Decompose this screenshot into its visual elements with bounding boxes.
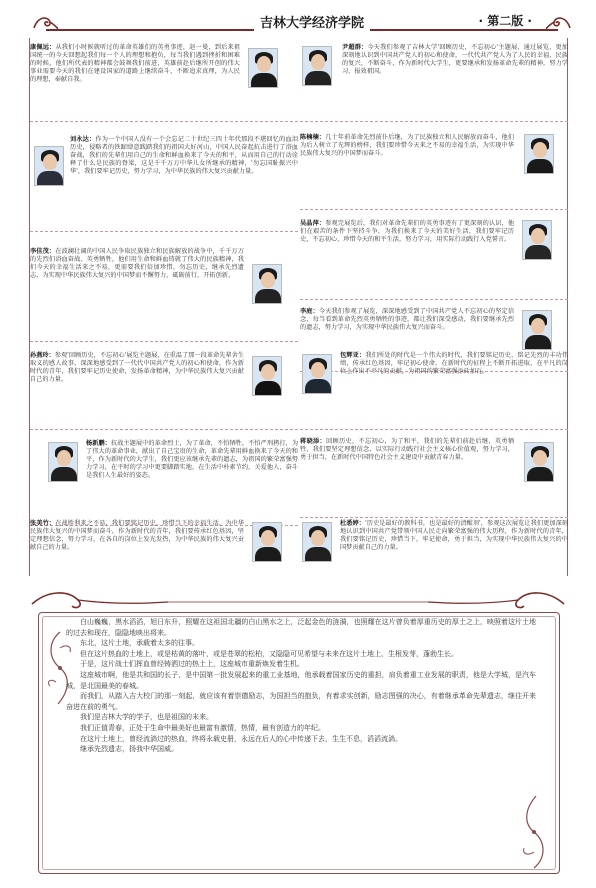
- entry-text: 今天我们参观了吉林大学'回顾历史，不忘初心'主题展，通过展览，更加深刻地认识到中国共产党人的初心和使命，一代代共产党人为了人民的幸福，民族的复兴，不断奋斗，作为新时代大学生，更要继承和发扬革命先辈的精神，努力学习，报效祖国。: [342, 44, 568, 76]
- reflection-entry: [30, 436, 298, 526]
- poem-paragraph: 在这片土地上，曾经流淌过的热血，终将永载史册，永远在后人的心中传递下去，生生不息，滔滔流淌。: [80, 734, 402, 743]
- avatar: [252, 522, 282, 562]
- entry-author: 李庭：: [300, 308, 319, 315]
- entry-text: 今天我们参观了展览，深深地感受到了中国共产党人不忘初心的坚定信念，每当看到革命先烈英勇牺牲的事迹，都让我们深受感动，我们要继承先烈的遗志，努力学习，为实现中华民族伟大复兴而奋斗。: [300, 308, 515, 332]
- avatar: [252, 264, 282, 304]
- entry-text: 抗战主题展中的革命烈士，为了革命，不怕牺牲，不怕严刑拷打，为了伟大的革命事业，献出了自己宝贵的生命，革命先辈用鲜血换来了今天的和平，作为新时代的大学生，我们更应该继承先辈的遗志，为祖国的繁荣富强努力学习，在平时的学习中更要脚踏实地，在生活中朴素节约，关爱他人，奋斗是我们人生最好的姿态。: [86, 440, 299, 480]
- entry-text: 在波澜壮阔的中国人民争取民族独立和民族解放的战争中，千千万万的先烈们浴血奋战、英勇牺牲，他们用生命和鲜血铸就了伟大的民族精神，我们今天的幸福生活来之不易，更需要我们倍加珍惜，勿忘历史，继承先烈遗志，为实现中华民族伟大复兴的中国梦而不懈努力，砥砺前行，开拓创新。: [30, 248, 245, 280]
- entry-author: 陈楠楠：: [300, 134, 326, 141]
- reflection-entry: [30, 38, 298, 122]
- entry-author: 吴晶萍：: [300, 220, 326, 227]
- floral-flourish-icon: [514, 792, 554, 872]
- poem-paragraph: 继承先烈遗志，扬我中华国威。: [80, 745, 178, 754]
- entry-author: 杜悉婷：: [340, 520, 365, 527]
- ornamental-swirl-icon: [546, 14, 572, 32]
- edition-label: · 第二版 ·: [475, 12, 536, 29]
- entry-author: 孙燕玲：: [30, 352, 55, 359]
- entry-text: 在战胜利来之不易，我们要铭记历史，珍惜当下的幸福生活，为中华民族伟大复兴的中国梦而奋斗，作为新时代的青年，我们要传承红色基因，坚定理想信念，努力学习，在各自的岗位上发光发热，为中华民族的伟大复兴贡献自己的力量。: [30, 520, 245, 552]
- entry-text: 几十年前革命先烈前仆后继，为了民族独立和人民解放而奋斗，他们为后人树立了光辉的榜样，我们要珍惜今天来之不易的幸福生活，为实现中华民族伟大复兴的中国梦而奋斗。: [300, 134, 515, 158]
- poem-paragraph: 于是，这片战士们挥血曾经铸洒过的热土上，这座城市重新焕发着生机。: [80, 660, 304, 669]
- entry-text: 参观完展览后，我们对革命先辈们的英勇事迹有了更深刻的认识，他们在艰苦的条件下坚持斗争，为我们换来了今天的美好生活，我们要牢记历史，不忘初心，珍惜今天的和平生活，努力学习，用实际行动践行入党誓言。: [300, 220, 515, 244]
- entry-author: 蒋晓添：: [300, 438, 326, 445]
- reflection-entry: [300, 434, 568, 518]
- reflection-entry: [300, 126, 568, 210]
- reflection-entry: [30, 242, 298, 342]
- avatar: [302, 46, 332, 86]
- entry-text: '历史是最好的教科书，也是最好的清醒剂'，参观这次展览让我们更加深刻地认识到中国共产党带领中国人民走向繁荣富强的伟大历程，作为新时代的青年，我们要铭记历史，珍惜当下，牢记使命，勇于担当，为实现中华民族伟大复兴的中国梦贡献自己的力量。: [340, 520, 568, 552]
- avatar: [524, 442, 554, 482]
- entry-text: 回顾历史，不忘初心，为了和平，我们的先辈们前赴后继，英勇牺牲，我们要坚定理想信念，以实际行动践行社会主义核心价值观，努力学习，勇于担当，在新时代中国特色社会主义建设中贡献青春力量。: [300, 438, 515, 462]
- entry-text: 从我们小时候就听过的革命英雄们的英勇事迹，赵一曼，到后来祖国统一的今天回想起我们每一个人的理想和抱负，每当我们遇到挫折和困难的时候，他们所代表的精神都会鼓舞我们前进，英雄前赴后继所开创的伟大事业需要今天的我们在建设国家的道路上继续奋斗，不断追求真理，为人民的理想，奉献自我。: [30, 44, 241, 84]
- entry-text: 我们所处的时代是一个伟大的时代，我们要铭记历史，铭记先烈的丰功伟绩，传承红色基因，牢记初心使命，在新时代的征程上不断开拓进取，在平凡的岗位上作出不平凡的贡献，为祖国的繁荣富强添砖加瓦。: [340, 352, 569, 376]
- entry-author: 尹超群：: [342, 44, 368, 51]
- poem-paragraph: 东北，这片土地，承载着太多的往事。: [80, 639, 199, 648]
- entry-author: 张美竹：: [30, 520, 56, 527]
- poem-paragraph: 我们是吉林大学的学子，也是祖国的未来。: [80, 713, 213, 722]
- avatar: [522, 310, 552, 350]
- poem-paragraph: 我们正值青春，正处于生命中最美好也最富有激情，热情，最有创造力的年纪。: [80, 723, 325, 732]
- poem-paragraph: 白山巍巍，黑水滔滔，旭日东升，照耀在这祖国北疆的白山黑水之上，泛起金色的涟漪，也照耀在这片曾负着厚重历史的厚土之上，映照着这片土地的过去和现在，隐隐地映出将来。: [66, 618, 536, 637]
- entry-author: 包辉亚：: [340, 352, 366, 359]
- avatar: [34, 146, 64, 186]
- entry-author: 刘永达：: [70, 136, 96, 143]
- avatar: [522, 220, 552, 260]
- page-title: 吉林大学经济学院: [254, 12, 370, 31]
- avatar: [48, 442, 78, 482]
- entry-author: 康佩远：: [30, 44, 56, 51]
- entry-text: 参观'回顾历史，不忘初心'展览主题展，在重温了那一段革命先辈舍生取义的感人故事，深深地感受到了一代代中国共产党人的初心和使命，作为新时代的青年，我们要牢记历史使命，发扬革命精神，为中华民族伟大复兴贡献自己的力量。: [30, 352, 245, 384]
- masthead: [32, 8, 572, 36]
- entry-author: 杨新鹏：: [86, 440, 111, 447]
- avatar: [524, 134, 554, 174]
- reflection-entry: [300, 348, 568, 430]
- reflection-entry: [300, 38, 568, 122]
- entry-author: 李佳茂：: [30, 248, 56, 255]
- avatar: [302, 522, 332, 562]
- poem-paragraph: 但在这片热血的土地上，或是枯黄的落叶，或是苍翠的松柏，又隐隐可见希望与未来在这片土地上，生根发芽，蓬勃生长。: [80, 649, 458, 658]
- entry-text: 作为一个中国人没有一个会忘记二十世纪三四十年代那段不堪回忆的血泪历史，侵略者的铁蹄肆意践踏我们的祖国大好河山，中国人民奋起抗击进行了浴血奋战，我们的先辈们用自己的生命和鲜血换来了今天的和平，从而用自己的行动诠释了什么是民族的脊梁，这是千千万万中华儿女所继承的精神，'勿忘国耻振兴中华'，我们要牢记历史，努力学习，为中华民族的伟大复兴贡献力量。: [70, 136, 299, 176]
- poem-paragraph: 而我们，从踏入吉大校门的那一刻起，就应该有着崇德励志，为国担当的抱负，有着求实创新，励志图强的决心，有着继承革命先辈遗志，继往开来奋进在前的勇气。: [66, 692, 536, 711]
- poem-body: [66, 617, 536, 755]
- poem-paragraph: 这座城市啊，他是共和国的长子，是中国第一批发展起来的重工业基地，他承载着国家历史的重担，肩负着重工业发展的职责，他是大学城，是汽车城，是北国最美的春城。: [66, 670, 536, 690]
- avatar: [248, 48, 278, 88]
- avatar: [252, 356, 282, 396]
- reflection-entry: [300, 214, 568, 300]
- reflection-entry: [30, 348, 298, 430]
- reflection-entry: [30, 130, 298, 232]
- avatar: [302, 354, 332, 394]
